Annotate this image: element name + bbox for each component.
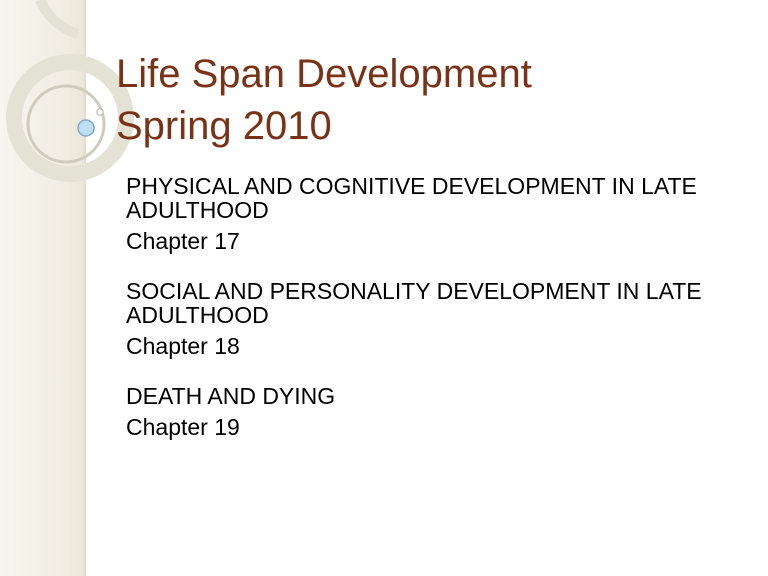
section-death-dying	[126, 384, 746, 439]
large-ring-shape	[14, 62, 126, 174]
small-dot-shape	[97, 109, 103, 115]
slide-body	[126, 174, 746, 465]
blue-dot-shape	[78, 120, 94, 136]
section-chapter: Chapter 19	[126, 414, 240, 440]
section-physical-cognitive	[126, 174, 746, 253]
top-arc-shape	[40, 0, 78, 34]
title-line-2: Spring 2010	[116, 104, 332, 148]
section-heading: DEATH AND DYING	[126, 383, 336, 409]
slide-title	[116, 48, 736, 152]
section-heading: SOCIAL AND PERSONALITY DEVELOPMENT IN LATE ADULTHOOD	[126, 278, 702, 328]
section-chapter: Chapter 18	[126, 333, 240, 359]
section-chapter: Chapter 17	[126, 228, 240, 254]
title-line-1: Life Span Development	[116, 52, 532, 96]
section-social-personality	[126, 279, 746, 358]
section-heading: PHYSICAL AND COGNITIVE DEVELOPMENT IN LATE ADULTHOOD	[126, 173, 697, 223]
